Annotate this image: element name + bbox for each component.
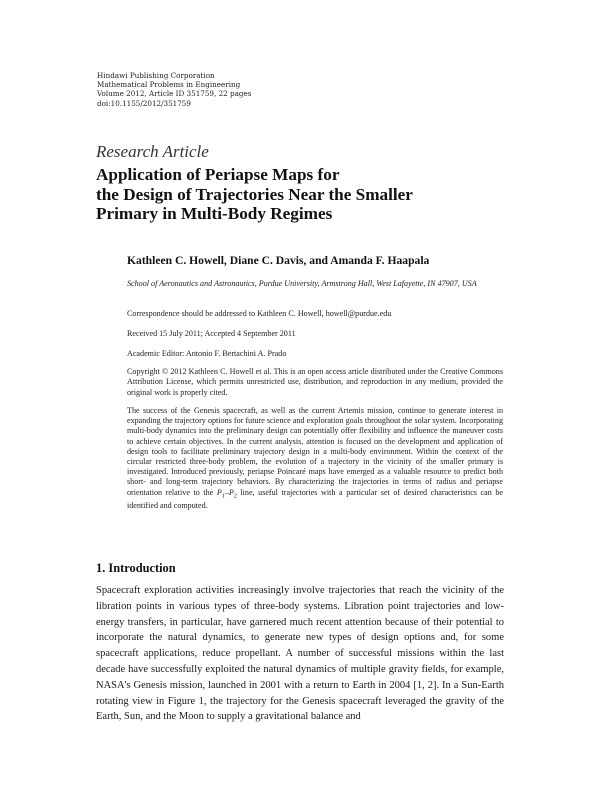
journal-header [97,71,251,108]
doi-line: doi:10.1155/2012/351759 [97,98,191,108]
title-line: Primary in Multi-Body Regimes [96,204,333,223]
affiliation: School of Aeronautics and Astronautics, Purdue University, Armstrong Hall, West Lafayette, IN 47907, USA [127,279,477,288]
author-list: Kathleen C. Howell, Diane C. Davis, and Amanda F. Haapala [127,254,430,267]
correspondence: Correspondence should be addressed to Kathleen C. Howell, howell@purdue.edu [127,309,392,318]
abstract-text: The success of the Genesis spacecraft, as well as the current Artemis mission, continue to generate interest in expanding the trajectory options for future science and exploration goals throughout the solar system. Incorporating multi-body dynamics into the preliminary design can potentially offer flexibility and influence the maneuver costs to achieve certain objectives. In the current analysis, attention is focused on the development and application of design tools to facilitate preliminary trajectory design in a multi-body environment. Within the context of the circular restricted three-body problem, the evolution of a trajectory in the vicinity of the smaller primary is investigated. Introduced previously, periapse Poincaré maps have emerged as a valuable resource to predict both short- and long-term trajectory behaviors. By characterizing the trajectories in terms of radius and periapse orientation relative to the [127,406,503,497]
intro-paragraph: Spacecraft exploration activities increasingly involve trajectories that reach the vicinity of the libration points in various types of three-body systems. Libration point trajectories and low-energy transfers, in particular, have garnered much recent attention because of their potential to incorporate the natural dynamics, to generate new types of design options and, for some spacecraft applications, reduce propellant. A number of successful missions within the last decade have successfully exploited the natural dynamics of multiple gravity fields, for example, NASA's Genesis mission, launched in 2001 with a return to Earth in 2004 [1, 2]. In a Sun-Earth rotating view in Figure 1, the trajectory for the Genesis spacecraft leveraged the gravity of the Earth, Sun, and the Moon to supply a gravitational balance and [96,585,504,723]
received-dates: Received 15 July 2011; Accepted 4 September 2011 [127,329,296,338]
subscript-1: 1 [221,493,225,500]
publisher-line: Hindawi Publishing Corporation [97,71,215,80]
copyright-notice: Copyright © 2012 Kathleen C. Howell et al. This is an open access article distributed under the Creative Commons Attribution License, which permits unrestricted use, distribution, and reproduction in any medium, provided the original work is properly cited. [127,367,503,397]
title-line: the Design of Trajectories Near the Smaller [96,184,413,204]
section-heading: 1. Introduction [96,561,176,575]
primary-p2: P [228,487,234,497]
volume-line: Volume 2012, Article ID 351759, 22 pages [97,89,252,99]
title-line: Application of Periapse Maps for [96,165,340,184]
article-type: Research Article [96,142,209,161]
paper-title [96,165,536,224]
abstract-text-end: line, useful trajectories with a particular set of desired characteristics can be identified and computed. [127,487,503,511]
dash: – [224,487,229,497]
journal-name: Mathematical Problems in Engineering [97,80,241,90]
abstract [127,406,503,512]
subscript-2: 2 [233,493,237,500]
primary-p1: P [216,487,222,497]
academic-editor: Academic Editor: Antonio F. Bertachini A. Prado [127,349,287,358]
